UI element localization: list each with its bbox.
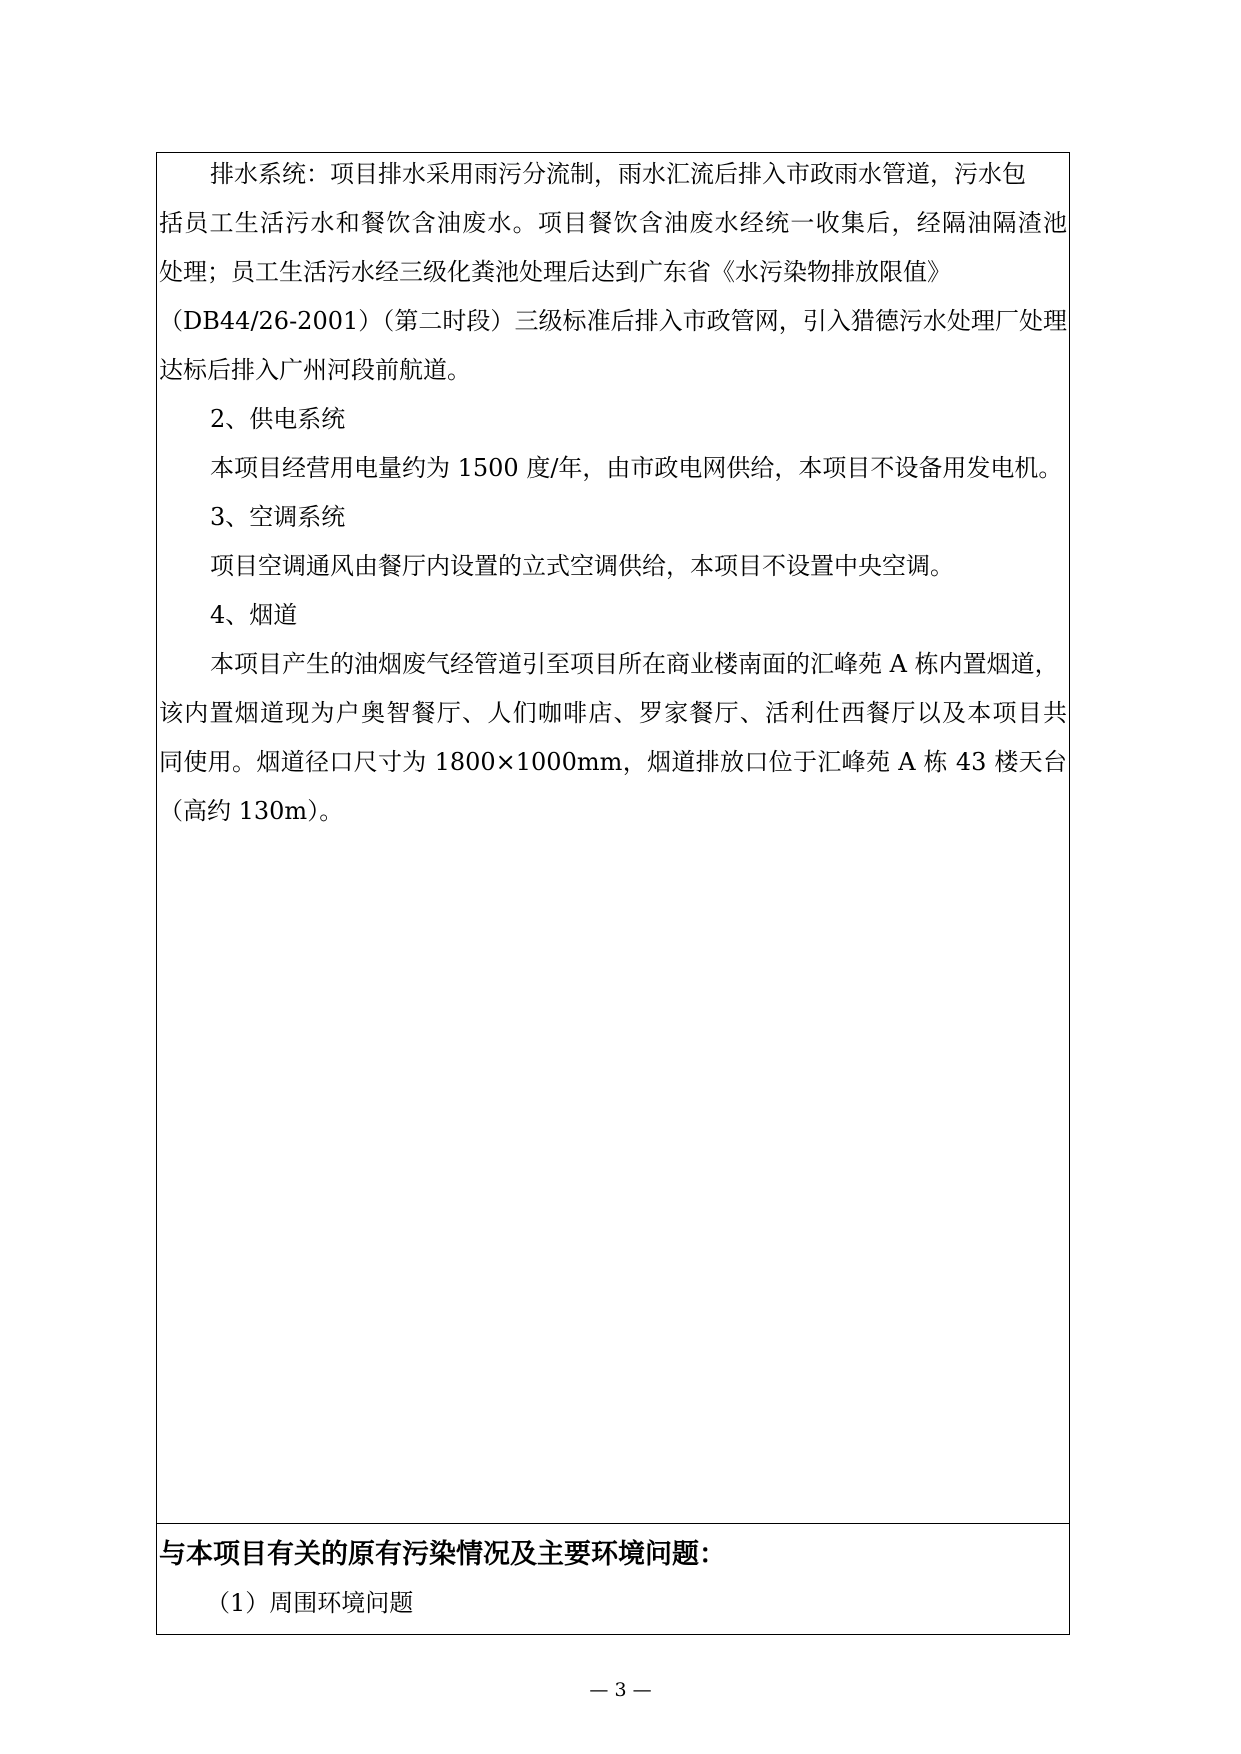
table-divider [157, 1523, 1069, 1524]
paragraph-line: 排水系统：项目排水采用雨污分流制，雨水汇流后排入市政雨水管道，污水包 [210, 160, 1026, 188]
list-item: （1）周围环境问题 [206, 1589, 414, 1617]
paragraph-line: （高约 130m）。 [159, 797, 344, 825]
paragraph-line: （DB44/26-2001）（第二时段）三级标准后排入市政管网，引入猎德污水处理厂处理 [159, 307, 1067, 335]
paragraph-line: 项目空调通风由餐厅内设置的立式空调供给，本项目不设置中央空调。 [210, 552, 954, 580]
subheading-flue: 4、烟道 [210, 601, 298, 629]
subheading-air-conditioning: 3、空调系统 [210, 503, 346, 531]
document-table [156, 152, 1070, 1635]
paragraph-line: 本项目经营用电量约为 1500 度/年，由市政电网供给，本项目不设备用发电机。 [210, 454, 1063, 482]
paragraph-line: 达标后排入广州河段前航道。 [159, 356, 471, 384]
paragraph-line: 本项目产生的油烟废气经管道引至项目所在商业楼南面的汇峰苑 A 栋内置烟道， [210, 650, 1059, 678]
page-number: — 3 — [589, 1679, 652, 1701]
paragraph-line: 该内置烟道现为户奥智餐厅、人们咖啡店、罗家餐厅、活利仕西餐厅以及本项目共 [159, 699, 1067, 727]
paragraph-line: 括员工生活污水和餐饮含油废水。项目餐饮含油废水经统一收集后，经隔油隔渣池 [159, 209, 1067, 237]
project-description-cell [157, 153, 1069, 1523]
subheading-power-supply: 2、供电系统 [210, 405, 346, 433]
paragraph-line: 同使用。烟道径口尺寸为 1800×1000mm，烟道排放口位于汇峰苑 A 栋 43 楼天台 [159, 748, 1067, 776]
section-heading: 与本项目有关的原有污染情况及主要环境问题： [159, 1539, 726, 1570]
paragraph-line: 处理；员工生活污水经三级化粪池处理后达到广东省《水污染物排放限值》 [159, 258, 951, 286]
